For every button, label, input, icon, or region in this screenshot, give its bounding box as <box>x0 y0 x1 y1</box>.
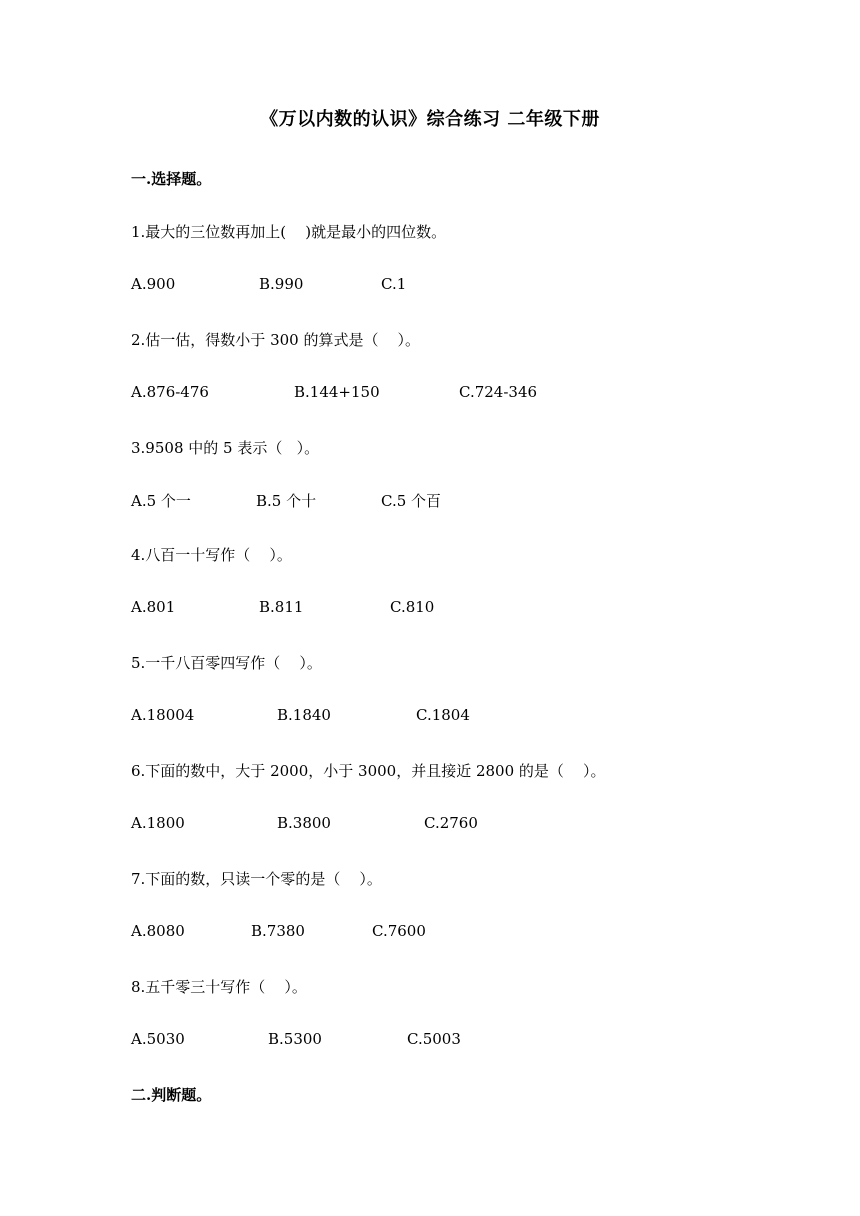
question-text: 4.八百一十写作（ ）。 <box>131 546 292 564</box>
option-a: A.18004 <box>131 706 195 724</box>
option-c: C.7600 <box>372 922 426 940</box>
option-c: C.2760 <box>424 814 478 832</box>
question-text: 2.估一估，得数小于 300 的算式是（ ）。 <box>131 331 421 349</box>
option-b: B.1840 <box>277 706 331 724</box>
question-text: 1.最大的三位数再加上( )就是最小的四位数。 <box>131 223 447 241</box>
option-a: A.1800 <box>131 814 185 832</box>
option-a: A.801 <box>131 598 176 616</box>
option-c: C.1 <box>381 275 407 293</box>
option-a: A.5 个一 <box>131 492 191 510</box>
option-b: B.7380 <box>251 922 305 940</box>
question-text: 8.五千零三十写作（ ）。 <box>131 978 307 996</box>
option-b: B.811 <box>259 598 304 616</box>
option-b: B.5 个十 <box>256 492 317 510</box>
question-text: 6.下面的数中，大于 2000，小于 3000，并且接近 2800 的是（ ）。 <box>131 762 606 780</box>
question-text: 3.9508 中的 5 表示（ ）。 <box>131 439 320 457</box>
question-text: 7.下面的数，只读一个零的是（ ）。 <box>131 870 382 888</box>
option-b: B.3800 <box>277 814 331 832</box>
option-c: C.724-346 <box>459 383 538 401</box>
option-b: B.990 <box>259 275 304 293</box>
option-c: C.5 个百 <box>381 492 442 510</box>
section-heading-judgement: 二.判断题。 <box>131 1086 212 1104</box>
page-title: 《万以内数的认识》综合练习 二年级下册 <box>260 109 600 130</box>
option-a: A.8080 <box>131 922 185 940</box>
option-a: A.876-476 <box>131 383 209 401</box>
option-b: B.5300 <box>268 1030 322 1048</box>
option-b: B.144+150 <box>294 383 380 401</box>
option-c: C.5003 <box>407 1030 461 1048</box>
option-a: A.5030 <box>131 1030 185 1048</box>
section-heading-choice: 一.选择题。 <box>131 170 212 188</box>
option-c: C.810 <box>390 598 435 616</box>
question-text: 5.一千八百零四写作（ ）。 <box>131 654 322 672</box>
option-a: A.900 <box>131 275 176 293</box>
option-c: C.1804 <box>416 706 470 724</box>
